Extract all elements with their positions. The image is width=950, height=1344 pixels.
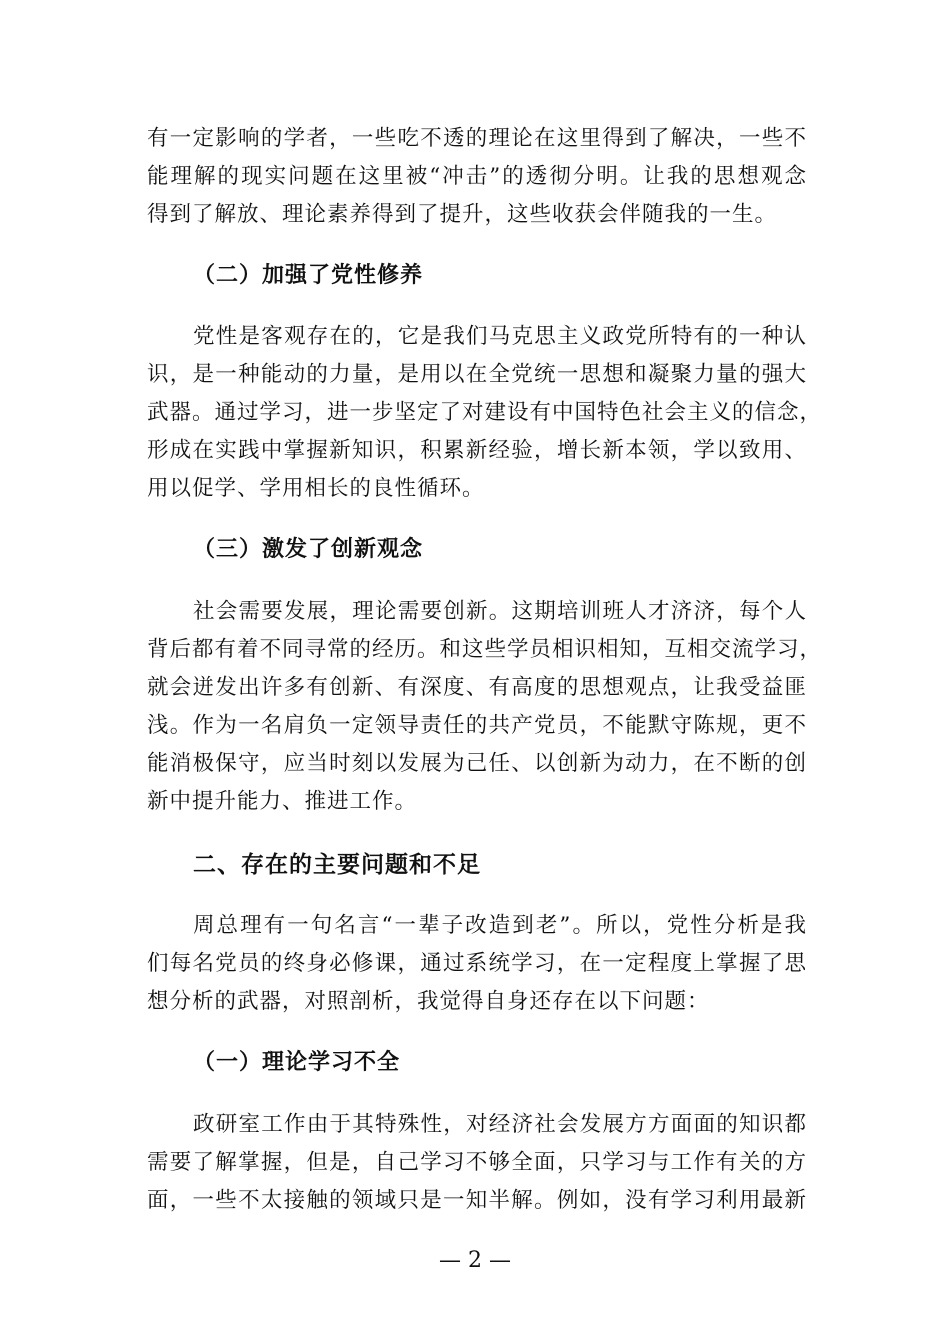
- paragraph-line: 得到了解放、理论素养得到了提升，这些收获会伴随我的一生。: [147, 202, 778, 227]
- paragraph-line: 周总理有一句名言“一辈子改造到老”。所以，党性分析是我: [193, 913, 807, 938]
- paragraph-line: 能理解的现实问题在这里被“冲击”的透彻分明。让我的思想观念: [147, 164, 807, 189]
- paragraph-line: 武器。通过学习，进一步坚定了对建设有中国特色社会主义的信念，: [147, 400, 823, 425]
- paragraph-line: 想分析的武器，对照剖析，我觉得自身还存在以下问题：: [147, 989, 710, 1014]
- chapter-heading: 二、存在的主要问题和不足: [193, 852, 481, 878]
- paragraph-line: 需要了解掌握，但是，自己学习不够全面，只学习与工作有关的方: [147, 1150, 807, 1175]
- paragraph-line: 党性是客观存在的，它是我们马克思主义政党所特有的一种认: [193, 324, 807, 349]
- section-heading: （三）激发了创新观念: [193, 537, 424, 562]
- page-number: — 2 —: [439, 1248, 511, 1273]
- paragraph-line: 社会需要发展，理论需要创新。这期培训班人才济济，每个人: [193, 599, 807, 624]
- paragraph-line: 识，是一种能动的力量，是用以在全党统一思想和凝聚力量的强大: [147, 362, 807, 387]
- paragraph-line: 背后都有着不同寻常的经历。和这些学员相识相知，互相交流学习，: [147, 637, 823, 662]
- section-heading: （一）理论学习不全: [193, 1050, 401, 1075]
- paragraph-line: 浅。作为一名肩负一定领导责任的共产党员，不能默守陈规，更不: [147, 713, 807, 738]
- paragraph-line: 形成在实践中掌握新知识，积累新经验，增长新本领，学以致用、: [147, 438, 807, 463]
- paragraph-line: 用以促学、学用相长的良性循环。: [147, 476, 485, 501]
- paragraph-line: 新中提升能力、推进工作。: [147, 789, 418, 814]
- paragraph-line: 就会迸发出许多有创新、有深度、有高度的思想观点，让我受益匪: [147, 675, 807, 700]
- paragraph-line: 能消极保守，应当时刻以发展为己任、以创新为动力，在不断的创: [147, 751, 807, 776]
- paragraph-line: 面，一些不太接触的领域只是一知半解。例如，没有学习利用最新: [147, 1188, 807, 1213]
- paragraph-line: 政研室工作由于其特殊性，对经济社会发展方方面面的知识都: [193, 1112, 807, 1137]
- paragraph-line: 们每名党员的终身必修课，通过系统学习，在一定程度上掌握了思: [147, 951, 807, 976]
- section-heading: （二）加强了党性修养: [193, 263, 424, 288]
- paragraph-line: 有一定影响的学者，一些吃不透的理论在这里得到了解决，一些不: [147, 126, 807, 151]
